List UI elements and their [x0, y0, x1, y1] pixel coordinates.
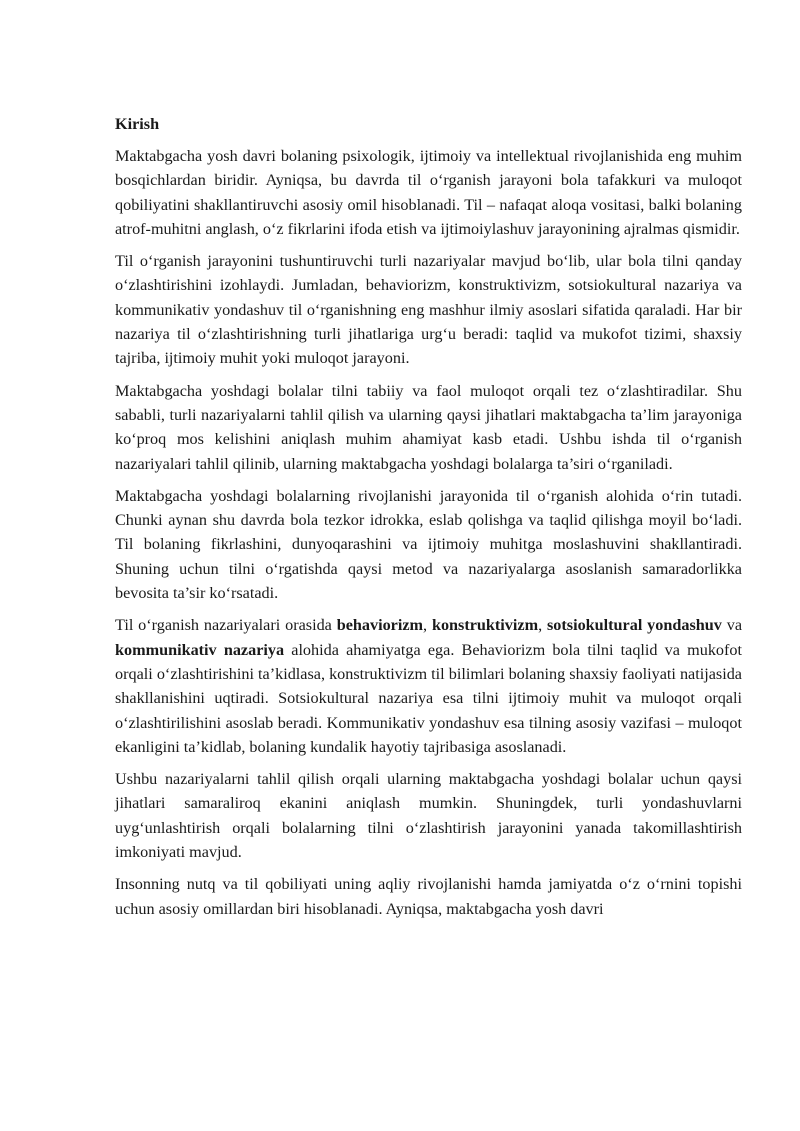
paragraph-1: Maktabgacha yosh davri bolaning psixologik, ijtimoiy va intellektual rivojlanishida eng muhim bosqichlardan biridir. Ayniqsa, bu davrda til o‘rganish jarayoni bola tafakkuri va muloqot qobiliyatini shakllantiruvchi asosiy omil hisoblanadi. Til – nafaqat aloqa vositasi, balki bolaning atrof-muhitni anglash, o‘z fikrlarini ifoda etish va ijtimoiylashuv jarayonining ajralmas qismidir.	[115, 147, 742, 238]
paragraph-5-text-2: ,	[423, 616, 432, 635]
term-sotsiokultural: sotsiokultural yondashuv	[546, 616, 722, 635]
document-page	[115, 112, 742, 929]
paragraph-2: Til o‘rganish jarayonini tushuntiruvchi turli nazariyalar mavjud bo‘lib, ular bola tilni qanday o‘zlashtirishini izohlaydi. Jumladan, behaviorizm, konstruktivizm, sotsiokultural nazariya va kommunikativ yondashuv til o‘rganishning eng mashhur ilmiy asoslari sifatida qaraladi. Har bir nazariya til o‘zlashtirishning turli jihatlariga urg‘u beradi: taqlid va mukofot tizimi, shaxsiy tajriba, ijtimoiy muhit yoki muloqot jarayoni.	[115, 252, 742, 368]
term-kommunikativ: kommunikativ nazariya	[115, 640, 285, 659]
paragraph-5-text-3: ,	[538, 616, 547, 635]
paragraph-7: Insonning nutq va til qobiliyati uning aqliy rivojlanishi hamda jamiyatda o‘z o‘rnini topishi uchun asosiy omillardan biri hisoblanadi. Ayniqsa, maktabgacha yosh davri	[115, 875, 742, 918]
paragraph-5	[115, 613, 742, 759]
paragraph-4: Maktabgacha yoshdagi bolalarning rivojlanishi jarayonida til o‘rganish alohida o‘rin tutadi. Chunki aynan shu davrda bola tezkor idrokka, eslab qolishga va taqlid qilishga moyil bo‘ladi. Til bolaning fikrlashini, dunyoqarashini va ijtimoiy muhitga moslashuvini shakllantiradi. Shuning uchun tilni o‘rgatishda qaysi metod va nazariyalarga asoslanish samaradorlikka bevosita ta’sir ko‘rsatadi.	[115, 486, 742, 603]
paragraph-6: Ushbu nazariyalarni tahlil qilish orqali ularning maktabgacha yoshdagi bolalar uchun qaysi jihatlari samaraliroq ekanini aniqlash mumkin. Shuningdek, turli yondashuvlarni uyg‘unlashtirish orqali bolalarning tilni o‘zlashtirish jarayonini yanada takomillashtirish imkoniyati mavjud.	[115, 770, 742, 862]
term-behaviorizm: behaviorizm	[336, 616, 424, 635]
paragraph-5-text-1: Til o‘rganish nazariyalari orasida	[115, 616, 337, 635]
paragraph-3: Maktabgacha yoshdagi bolalar tilni tabiiy va faol muloqot orqali tez o‘zlashtiradilar. Shu sababli, turli nazariyalarni tahlil qilish va ularning qaysi jihatlari maktabgacha ta’lim jarayoniga ko‘proq mos kelishini aniqlash muhim ahamiyat kasb etadi. Ushbu ishda til o‘rganish nazariyalari tahlil qilinib, ularning maktabgacha yoshdagi bolalarga ta’siri o‘rganiladi.	[115, 381, 742, 473]
paragraph-5-text-5: alohida ahamiyatga ega. Behaviorizm bola tilni taqlid va mukofot orqali o‘zlashtirishini ta’kidlasa, konstruktivizm til bilimlari bolaning shaxsiy faoliyati natijasida shakllanishini uqtiradi. Sotsiokultural nazariya esa tilni ijtimoiy muhit va muloqot orqali o‘zlashtirilishini asoslab beradi. Kommunikativ yondashuv esa tilning asosiy vazifasi – muloqot ekanligini ta’kidlab, bolaning kundalik hayotiy tajribasiga asoslanadi.	[115, 640, 742, 756]
term-konstruktivizm: konstruktivizm	[431, 616, 539, 635]
section-heading: Kirish	[115, 115, 160, 133]
paragraph-5-text-4: va	[721, 616, 743, 635]
